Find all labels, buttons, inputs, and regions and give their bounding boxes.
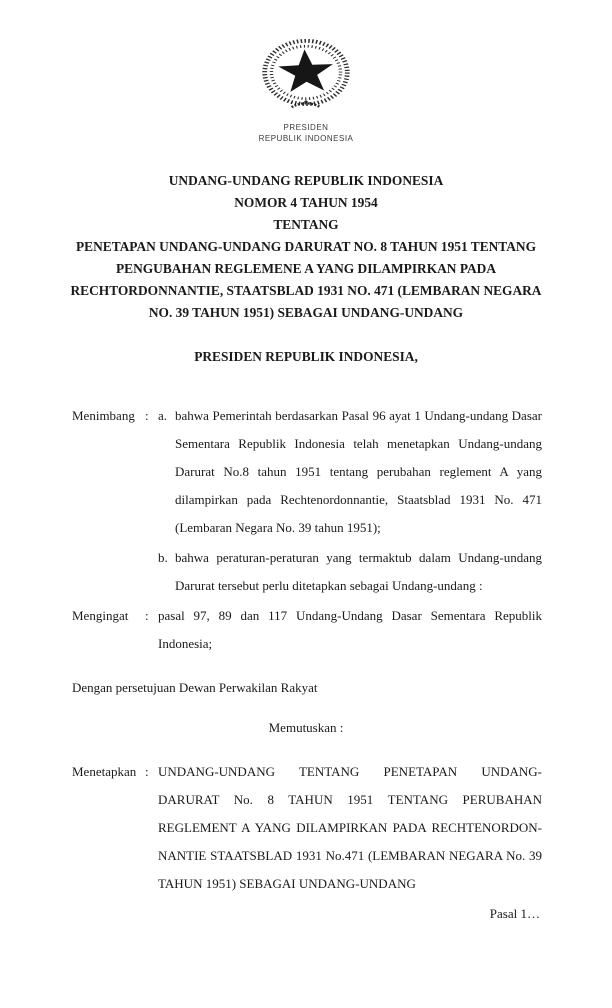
body-line: TAHUN 1951) SEBAGAI UNDANG-UNDANG: [158, 876, 416, 891]
section-menetapkan: [72, 758, 542, 898]
consideration-item-a: [158, 402, 542, 542]
law-title-line: NO. 39 TAHUN 1951) SEBAGAI UNDANG-UNDANG: [148, 305, 464, 320]
body-line: dilampirkan pada Rechtenordonnantie, Staatsblad 1931 No. 471: [175, 492, 542, 507]
body-line: Indonesia;: [158, 636, 213, 651]
presidential-emblem: [258, 37, 354, 111]
body-line: Darurat No.8 tahun 1951 tentang perubahan reglement A yang: [175, 464, 542, 479]
star-wreath-icon: [258, 37, 354, 111]
law-title-line: NOMOR 4 TAHUN 1954: [234, 195, 378, 210]
page-continuation-marker: Pasal 1…: [489, 906, 540, 921]
law-title-line: PENETAPAN UNDANG-UNDANG DARURAT NO. 8 TAHUN 1951 TENTANG: [75, 239, 536, 254]
body-line: pasal 97, 89 dan 117 Undang-Undang Dasar Sementara Republik: [158, 608, 542, 623]
approval-clause: Dengan persetujuan Dewan Perwakilan Rakyat: [72, 680, 318, 695]
section-colon: :: [145, 408, 149, 423]
section-label: Menetapkan: [72, 764, 137, 779]
section-menimbang: [72, 402, 542, 600]
item-marker: b.: [158, 550, 168, 565]
section-colon: :: [145, 764, 149, 779]
law-title-line: PENGUBAHAN REGLEMENE A YANG DILAMPIRKAN PADA: [115, 261, 497, 276]
body-line: bahwa peraturan-peraturan yang termaktub dalam Undang-undang: [175, 550, 542, 565]
section-colon: :: [145, 608, 149, 623]
law-title-line: TENTANG: [273, 217, 339, 232]
body-line: UNDANG-UNDANG TENTANG PENETAPAN UNDANG-: [158, 764, 542, 779]
body-line: REGLEMENT A YANG DILAMPIRKAN PADA RECHTENORDON-: [158, 820, 542, 835]
law-title-line: UNDANG-UNDANG REPUBLIK INDONESIA: [168, 173, 444, 188]
body-line: Sementara Republik Indonesia telah menetapkan Undang-undang: [175, 436, 542, 451]
body-line: Darurat tersebut perlu ditetapkan sebagai Undang-undang :: [175, 578, 483, 593]
body-line: bahwa Pemerintah berdasarkan Pasal 96 ayat 1 Undang-undang Dasar: [175, 408, 542, 423]
section-label: Menimbang: [72, 408, 135, 423]
body-line: NANTIE STAATSBLAD 1931 No.471 (LEMBARAN NEGARA No. 39: [158, 848, 542, 863]
item-marker: a.: [158, 408, 168, 423]
body-line: (Lembaran Negara No. 39 tahun 1951);: [175, 520, 381, 535]
law-title-line: RECHTORDONNANTIE, STAATSBLAD 1931 NO. 471 (LEMBARAN NEGARA: [70, 283, 542, 298]
org-name-line2: REPUBLIK INDONESIA: [258, 134, 354, 143]
body-line: DARURAT No. 8 TAHUN 1951 TENTANG PERUBAHAN: [158, 792, 542, 807]
salutation: PRESIDEN REPUBLIK INDONESIA,: [194, 349, 418, 364]
section-label: Mengingat: [72, 608, 129, 623]
section-mengingat: [72, 602, 542, 658]
document-header: [0, 0, 612, 144]
consideration-item-b: [158, 544, 542, 600]
org-name-line1: PRESIDEN: [283, 123, 329, 132]
law-title: [56, 170, 556, 324]
decision-heading: Memutuskan :: [268, 720, 344, 735]
